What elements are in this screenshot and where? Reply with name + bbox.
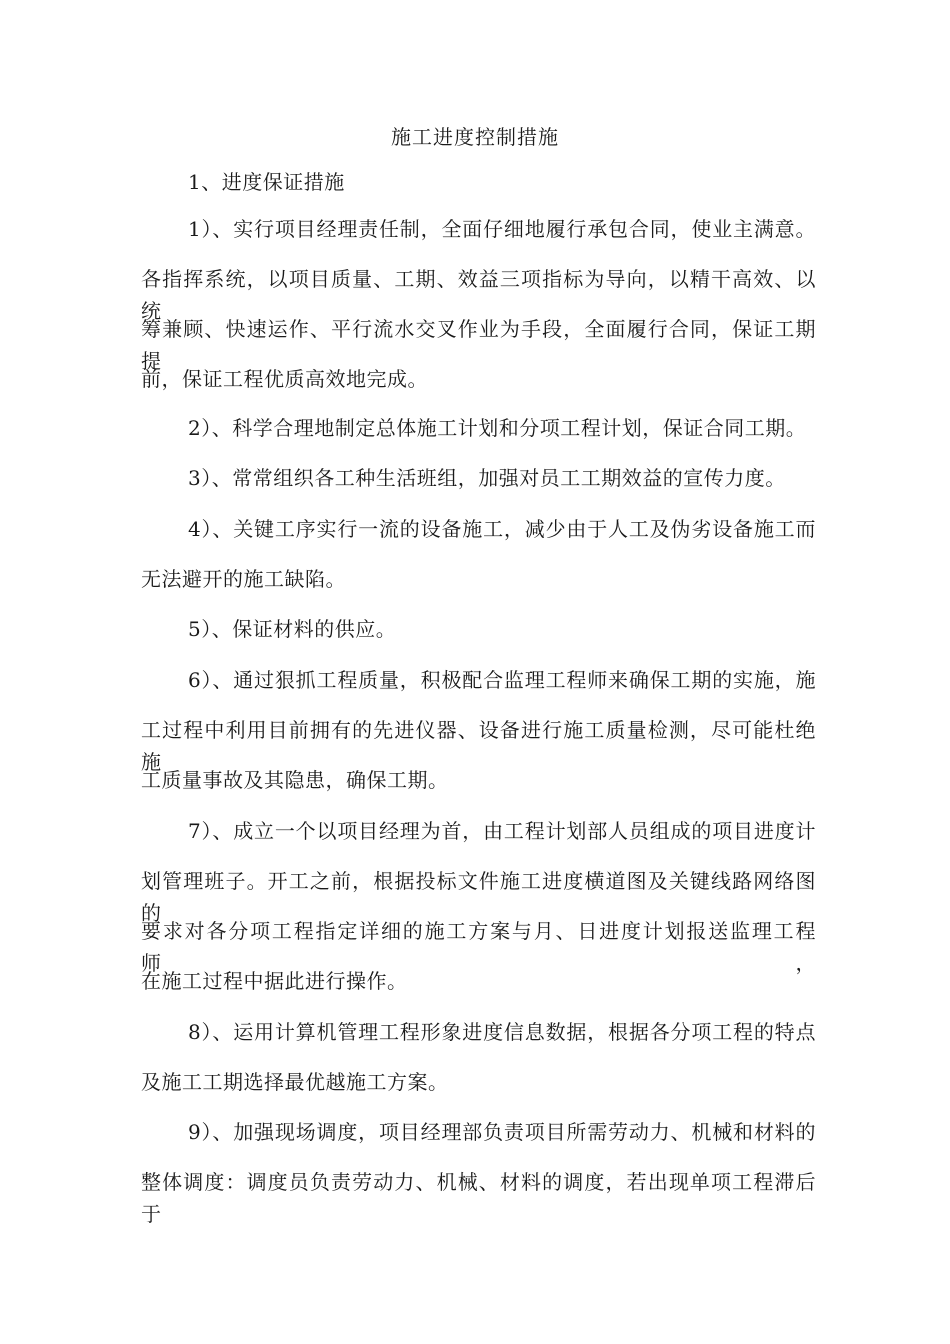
- paragraph-line: 工过程中利用目前拥有的先进仪器、设备进行施工质量检测，尽可能杜绝施: [141, 718, 816, 774]
- paragraph-line: 要求对各分项工程指定详细的施工方案与月、日进度计划报送监理工程师，: [141, 919, 816, 975]
- paragraph-line: 及施工工期选择最优越施工方案。: [141, 1070, 449, 1094]
- paragraph-line: 6）、通过狠抓工程质量，积极配合监理工程师来确保工期的实施，施: [188, 668, 816, 692]
- paragraph-line: 前，保证工程优质高效地完成。: [141, 367, 428, 391]
- document-title: 施工进度控制措施: [391, 125, 559, 149]
- paragraph-line: 5）、保证材料的供应。: [188, 617, 397, 641]
- paragraph-line: 划管理班子。开工之前，根据投标文件施工进度横道图及关键线路网络图的: [141, 869, 816, 925]
- paragraph-line: 3）、常常组织各工种生活班组，加强对员工工期效益的宣传力度。: [188, 466, 786, 490]
- paragraph-line: 2）、科学合理地制定总体施工计划和分项工程计划，保证合同工期。: [188, 416, 807, 440]
- paragraph-line: 9）、加强现场调度，项目经理部负责项目所需劳动力、机械和材料的: [188, 1120, 816, 1144]
- paragraph-line: 工质量事故及其隐患，确保工期。: [141, 768, 449, 792]
- paragraph-line: 1）、实行项目经理责任制，全面仔细地履行承包合同，使业主满意。: [188, 217, 816, 241]
- paragraph-line: 7）、成立一个以项目经理为首，由工程计划部人员组成的项目进度计: [188, 819, 816, 843]
- paragraph-line: 4）、关键工序实行一流的设备施工，减少由于人工及伪劣设备施工而: [188, 517, 816, 541]
- paragraph-line: 无法避开的施工缺陷。: [141, 567, 346, 591]
- paragraph-line: 筹兼顾、快速运作、平行流水交叉作业为手段，全面履行合同，保证工期提: [141, 317, 816, 373]
- paragraph-line: 整体调度：调度员负责劳动力、机械、材料的调度，若出现单项工程滞后于: [141, 1170, 816, 1226]
- paragraph-line: 8）、运用计算机管理工程形象进度信息数据，根据各分项工程的特点: [188, 1020, 816, 1044]
- paragraph-line: 各指挥系统，以项目质量、工期、效益三项指标为导向，以精干高效、以统: [141, 267, 816, 323]
- section-heading: 1、进度保证措施: [188, 170, 345, 194]
- paragraph-line: 在施工过程中据此进行操作。: [141, 969, 408, 993]
